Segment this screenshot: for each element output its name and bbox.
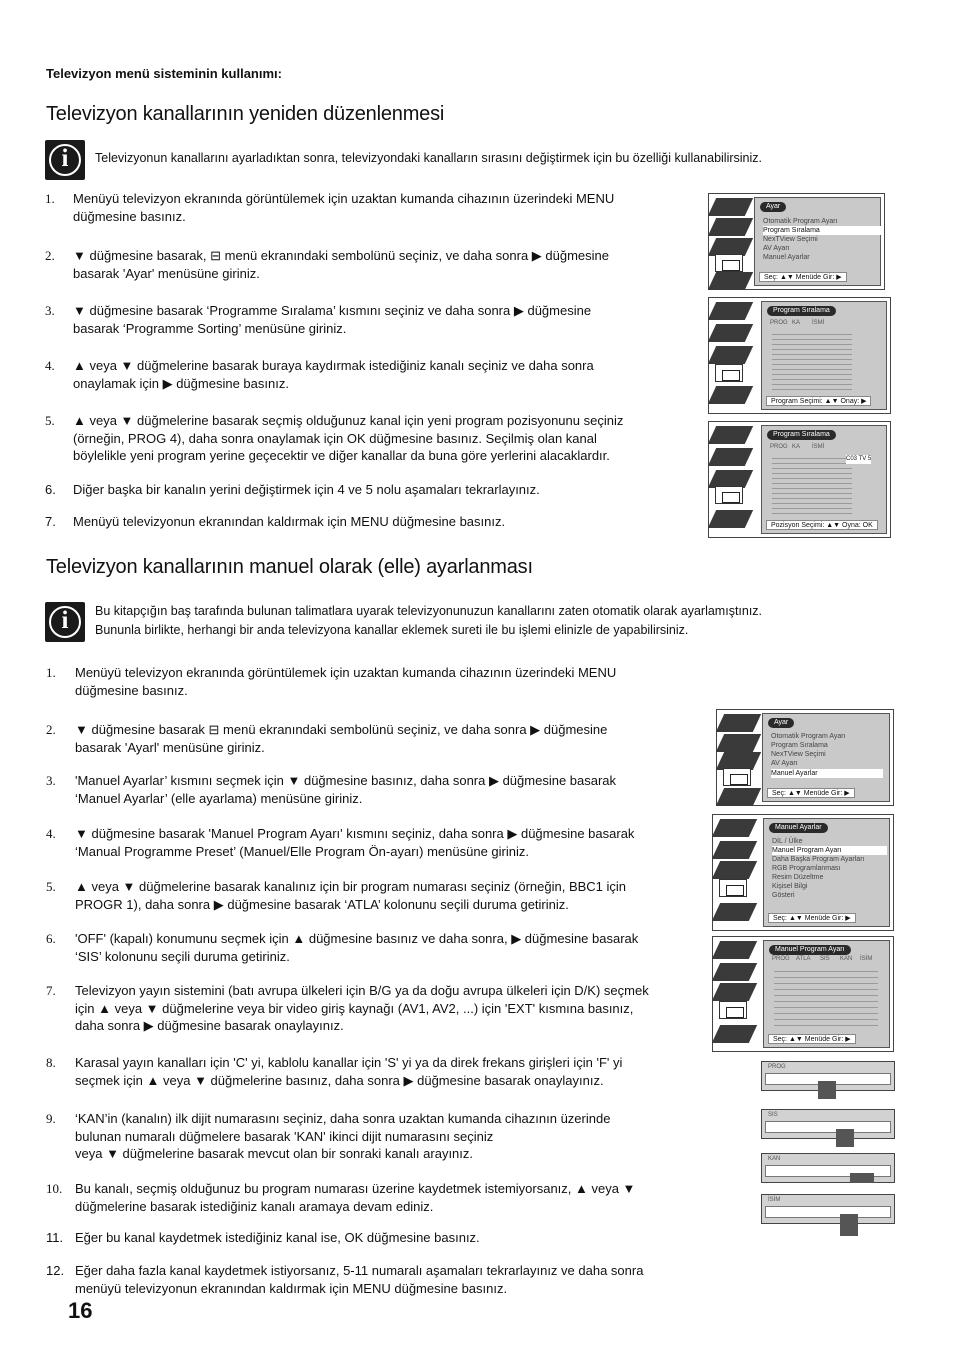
program-list <box>774 966 878 1028</box>
step-text-line: ‘Manual Programme Preset’ (Manuel/Elle Program Ön-ayarı) menüsüne giriniz. <box>75 843 529 859</box>
menu-screenshot-preset <box>712 936 894 1052</box>
dropdown-list <box>836 1129 854 1147</box>
step-item <box>46 878 736 934</box>
preset-strip-ext <box>761 1194 895 1224</box>
menu-item: Resim Düzeltme <box>772 874 824 881</box>
column-header: İSMİ <box>812 320 825 326</box>
menu-footer: Seç: ▲▼ Menüde Gir: ▶ <box>759 272 847 282</box>
program-list <box>772 330 852 390</box>
step-item <box>45 190 735 246</box>
step-text-line: Menüyü televizyonun ekranından kaldırmak için MENU düğmesine basınız. <box>73 514 506 529</box>
menu-item: Otomatik Program Ayarı <box>763 218 838 225</box>
info-icon: i <box>45 602 85 642</box>
picture-menu-icon <box>712 941 757 959</box>
menu-screenshot-ayar-2 <box>716 709 894 806</box>
menu-item: AV Ayarı <box>763 245 790 252</box>
setup-menu-icon <box>715 486 743 504</box>
step-number: 4. <box>45 358 55 373</box>
step-text-line: veya ▼ düğmelerine basarak mevcut olan bir sonraki kanalı arayınız. <box>75 1146 474 1161</box>
sound-menu-icon <box>716 734 761 752</box>
menu-item: RGB Programlanması <box>772 865 841 872</box>
setup-menu-icon <box>715 254 743 272</box>
step-item <box>46 1110 736 1166</box>
step-number: 1. <box>46 665 56 680</box>
picture-menu-icon <box>708 426 753 444</box>
step-text-line: Diğer başka bir kanalın yerini değiştirmek için 4 ve 5 nolu aşamaları tekrarlayınız. <box>73 482 540 497</box>
step-item <box>45 357 735 413</box>
features-menu-icon <box>712 861 757 879</box>
section1-title: Televizyon kanallarının yeniden düzenlenmesi <box>46 103 445 125</box>
picture-menu-icon <box>708 198 753 216</box>
setup-menu-icon <box>719 879 747 897</box>
step-item <box>45 302 735 358</box>
menu-screenshot-sort-move <box>708 421 891 538</box>
menu-item: Program Sıralama <box>771 742 828 749</box>
column-header: PROG <box>770 444 788 450</box>
menu-item: AV Ayarı <box>771 760 798 767</box>
info-icon: i <box>45 140 85 180</box>
step-text-line: 'OFF' (kapalı) konumunu seçmek için ▲ düğmesine basınız ve daha sonra, ▶ düğmesine basarak <box>75 931 639 946</box>
sound-menu-icon <box>708 448 753 466</box>
step-text-line: ▼ düğmesine basarak ⊟ menü ekranındaki sembolünü seçiniz, ve daha sonra ▶ düğmesine <box>75 722 608 737</box>
step-number: 2. <box>45 248 55 263</box>
teletext-menu-icon <box>712 1025 757 1043</box>
step-text-line: Bu kanalı, seçmiş olduğunuz bu program numarası üzerine kaydetmek istemiyorsanız, ▲ veya ▼ <box>75 1181 636 1196</box>
step-text-line: basarak 'Ayar' menüsüne giriniz. <box>73 265 260 281</box>
menu-title: Ayar <box>768 718 794 728</box>
sound-menu-icon <box>708 218 753 236</box>
step-text-line: ‘KAN’in (kanalın) ilk dijit numarasını seçiniz, daha sonra uzaktan kumanda cihazının üzerinde <box>75 1111 611 1126</box>
step-text-line: bulunan numaralı düğmelere basarak 'KAN' ikinci dijit numarasını seçiniz <box>75 1128 494 1144</box>
step-number: 3. <box>45 303 55 318</box>
menu-screenshot-ayar <box>708 193 885 290</box>
step-text-line: ▼ düğmesine basarak ‘Programme Sıralama’ kısmını seçiniz ve daha sonra ▶ düğmesine <box>73 303 592 318</box>
step-text-line: ▲ veya ▼ düğmelerine basarak seçmiş olduğunuz kanal için yeni program pozisyonunu seçiniz <box>73 413 624 428</box>
step-text-line: için ▲ veya ▼ düğmelerine veya bir video giriş kaynağı (AV1, AV2, ...) için 'EXT' kısmına basınız, <box>75 1000 634 1016</box>
column-header: PROG <box>770 320 788 326</box>
column-header: SIS <box>820 956 830 962</box>
step-number: 8. <box>46 1055 56 1070</box>
menu-footer: Seç: ▲▼ Menüde Gir: ▶ <box>767 788 855 798</box>
step-number: 7. <box>46 983 56 998</box>
step-number: 6. <box>46 931 56 946</box>
step-text-line: Menüyü televizyon ekranında görüntülemek için uzaktan kumanda cihazının üzerindeki MENU <box>73 191 615 206</box>
menu-item: Kişisel Bilgi <box>772 883 808 890</box>
step-number: 3. <box>46 773 56 788</box>
step-item <box>46 825 736 881</box>
menu-title: Program Sıralama <box>767 430 836 440</box>
step-text-line: PROGR 1), daha sonra ▶ düğmesine basarak ‘ATLA’ kolonunu seçili duruma getiriniz. <box>75 896 569 912</box>
teletext-menu-icon <box>708 272 753 290</box>
step-text-line: düğmelerine basarak istediğiniz kanalı aramaya devam ediniz. <box>75 1198 434 1214</box>
section2-info-line2: Bununla birlikte, herhangi bir anda televizyona kanallar eklemek sureti ile bu işlemi elinizle de yapabilirsiniz. <box>95 623 689 637</box>
features-menu-icon <box>712 983 757 1001</box>
step-number: 9. <box>46 1111 56 1126</box>
step-item <box>46 721 736 777</box>
step-item <box>45 412 735 468</box>
picture-menu-icon <box>712 819 757 837</box>
step-text-line: düğmesine basınız. <box>75 682 188 698</box>
step-text-line: ▲ veya ▼ düğmelerine basarak kanalınız için bir program numarası seçiniz (örneğin, BBC1 için <box>75 879 627 894</box>
step-number: 1. <box>45 191 55 206</box>
menu-item: Manuel Ayarlar <box>763 254 810 261</box>
step-text-line: onaylamak için ▶ düğmesine basınız. <box>73 375 289 391</box>
step-text-line: Eğer daha fazla kanal kaydetmek istiyorsanız, 5-11 numaralı aşamaları tekrarlayınız ve daha sonra <box>75 1263 644 1278</box>
step-text-line: menüyü televizyonun ekranından kaldırmak için MENU düğmesine basınız. <box>75 1280 508 1296</box>
step-number: 4. <box>46 826 56 841</box>
step-text-line: Menüyü televizyon ekranında görüntülemek için uzaktan kumanda cihazının üzerindeki MENU <box>75 665 617 680</box>
step-item <box>46 1262 736 1318</box>
picture-menu-icon <box>716 714 761 732</box>
section2-info-line1: Bu kitapçığın baş tarafında bulunan talimatlara uyarak televizyonunuzun kanallarını zaten otomatik olarak ayarlamıştınız. <box>95 604 763 618</box>
step-text-line: ‘SIS’ kolonunu seçili duruma getiriniz. <box>75 948 290 964</box>
step-number: 11. <box>46 1230 64 1245</box>
step-item <box>46 1180 736 1236</box>
step-text-line: ‘Manuel Ayarlar’ (elle ayarlama) menüsüne giriniz. <box>75 790 363 806</box>
dropdown-list <box>850 1173 874 1183</box>
menu-title: Ayar <box>760 202 786 212</box>
menu-title: Manuel Program Ayarı <box>769 945 851 955</box>
preset-strip-atla <box>761 1061 895 1091</box>
teletext-menu-icon <box>708 510 753 528</box>
column-header: KA <box>792 444 801 450</box>
step-text-line: Eğer bu kanal kaydetmek istediğiniz kanal ise, OK düğmesine basınız. <box>75 1230 480 1245</box>
preset-strip-kan <box>761 1153 895 1183</box>
menu-screenshot-sort <box>708 297 891 414</box>
menu-footer: Seç: ▲▼ Menüde Gir: ▶ <box>768 913 856 923</box>
menu-screenshot-manuel <box>712 814 894 931</box>
step-text-line: böylelikle yeni program yerine geçecektir ve diğer kanallar da buna göre yerlerini alacaklardır. <box>73 448 610 463</box>
section-kicker: Televizyon menü sisteminin kullanımı: <box>46 66 282 81</box>
step-text-line: (örneğin, PROG 4), daha sonra onaylamak için OK düğmesine basınız. Seçilmiş olan kanal <box>73 430 597 446</box>
teletext-menu-icon <box>712 903 757 921</box>
menu-item-selected: Manuel Ayarlar <box>771 769 883 778</box>
moving-channel: C03 TV 5 <box>846 456 872 462</box>
menu-title: Program Sıralama <box>767 306 836 316</box>
step-text-line: Karasal yayın kanalları için 'C' yi, kablolu kanallar için 'S' yi ya da direk frekans girişleri için 'F' yi <box>75 1055 623 1070</box>
step-text-line: seçmek için ▲ veya ▼ düğmelerine basınız, daha sonra ▶ düğmesine basarak onaylayınız. <box>75 1072 604 1088</box>
teletext-menu-icon <box>708 386 753 404</box>
step-text-line: basarak 'Ayarl' menüsüne giriniz. <box>75 739 265 755</box>
step-item <box>45 247 735 303</box>
column-header: KAN <box>840 956 853 962</box>
sound-menu-icon <box>712 963 757 981</box>
strip-header: PROG <box>768 1064 786 1070</box>
strip-header: İSİM <box>768 1197 781 1203</box>
picture-menu-icon <box>708 302 753 320</box>
sound-menu-icon <box>712 841 757 859</box>
setup-menu-icon <box>715 364 743 382</box>
column-header: KA <box>792 320 801 326</box>
section2-title: Televizyon kanallarının manuel olarak (elle) ayarlanması <box>46 556 533 578</box>
step-number: 7. <box>45 514 56 529</box>
step-number: 12. <box>46 1263 65 1278</box>
step-item <box>46 772 736 828</box>
menu-footer: Seç: ▲▼ Menüde Gir: ▶ <box>768 1034 856 1044</box>
column-header: İSMİ <box>812 444 825 450</box>
dropdown-list <box>818 1081 836 1099</box>
section1-info: Televizyonun kanallarını ayarladıktan sonra, televizyondaki kanalların sırasını değiştirmek için bu özelliği kullanabilirsiniz. <box>95 151 762 165</box>
step-text-line: ▼ düğmesine basarak 'Manuel Program Ayarı' kısmını seçiniz, daha sonra ▶ düğmesine basarak <box>75 826 635 841</box>
setup-menu-icon <box>719 1001 747 1019</box>
step-item <box>46 930 736 986</box>
menu-item: DİL / Ülke <box>772 838 803 845</box>
menu-title: Manuel Ayarlar <box>769 823 828 833</box>
step-text-line: düğmesine basınız. <box>73 208 186 224</box>
menu-item: NexTView Seçimi <box>763 236 818 243</box>
menu-item: Gösteri <box>772 892 795 899</box>
step-item <box>46 1054 736 1110</box>
step-number: 5. <box>46 879 56 894</box>
menu-item: Daha Başka Program Ayarları <box>772 856 865 863</box>
strip-header: KAN <box>768 1156 781 1162</box>
step-text-line: basarak ‘Programme Sorting’ menüsüne giriniz. <box>73 320 347 336</box>
step-text-line: daha sonra ▶ düğmesine basarak onaylayınız. <box>75 1018 344 1033</box>
menu-footer: Pozisyon Seçimi: ▲▼ Oyna: OK <box>766 520 878 530</box>
teletext-menu-icon <box>716 788 761 806</box>
column-header: PROG <box>772 956 790 962</box>
step-number: 10. <box>46 1181 63 1196</box>
menu-item-selected: Program Sıralama <box>763 226 883 235</box>
setup-menu-icon <box>723 768 751 786</box>
menu-item: NexTView Seçimi <box>771 751 826 758</box>
column-header: ATLA <box>796 956 811 962</box>
menu-item-selected: Manuel Program Ayarı <box>772 846 887 855</box>
step-number: 6. <box>45 482 56 497</box>
step-text-line: 'Manuel Ayarlar’ kısmını seçmek için ▼ düğmesine basınız, daha sonra ▶ düğmesine basarak <box>75 773 617 788</box>
menu-footer: Program Seçimi: ▲▼ Onay: ▶ <box>766 396 871 406</box>
sound-menu-icon <box>708 324 753 342</box>
step-number: 5. <box>45 413 55 428</box>
menu-item: Otomatik Program Ayarı <box>771 733 846 740</box>
step-text-line: ▲ veya ▼ düğmelerine basarak buraya kaydırmak istediğiniz kanalı seçiniz ve daha sonra <box>73 358 594 373</box>
step-text-line: ▼ düğmesine basarak, ⊟ menü ekranındaki sembolünü seçiniz, ve daha sonra ▶ düğmesine <box>73 248 609 263</box>
step-item <box>46 664 736 720</box>
preset-strip-sis <box>761 1109 895 1139</box>
menu-icon-column <box>709 194 751 289</box>
step-text-line: Televizyon yayın sistemini (batı avrupa ülkeleri için B/G ya da doğu avrupa ülkeleri için D/K) seçmek <box>75 983 649 998</box>
features-menu-icon <box>708 346 753 364</box>
step-item <box>46 982 736 1038</box>
dropdown-list <box>840 1214 858 1236</box>
column-header: İSİM <box>860 956 873 962</box>
strip-header: SIS <box>768 1112 778 1118</box>
page-number: 16 <box>68 1298 93 1323</box>
step-number: 2. <box>46 722 56 737</box>
program-list <box>772 454 852 514</box>
